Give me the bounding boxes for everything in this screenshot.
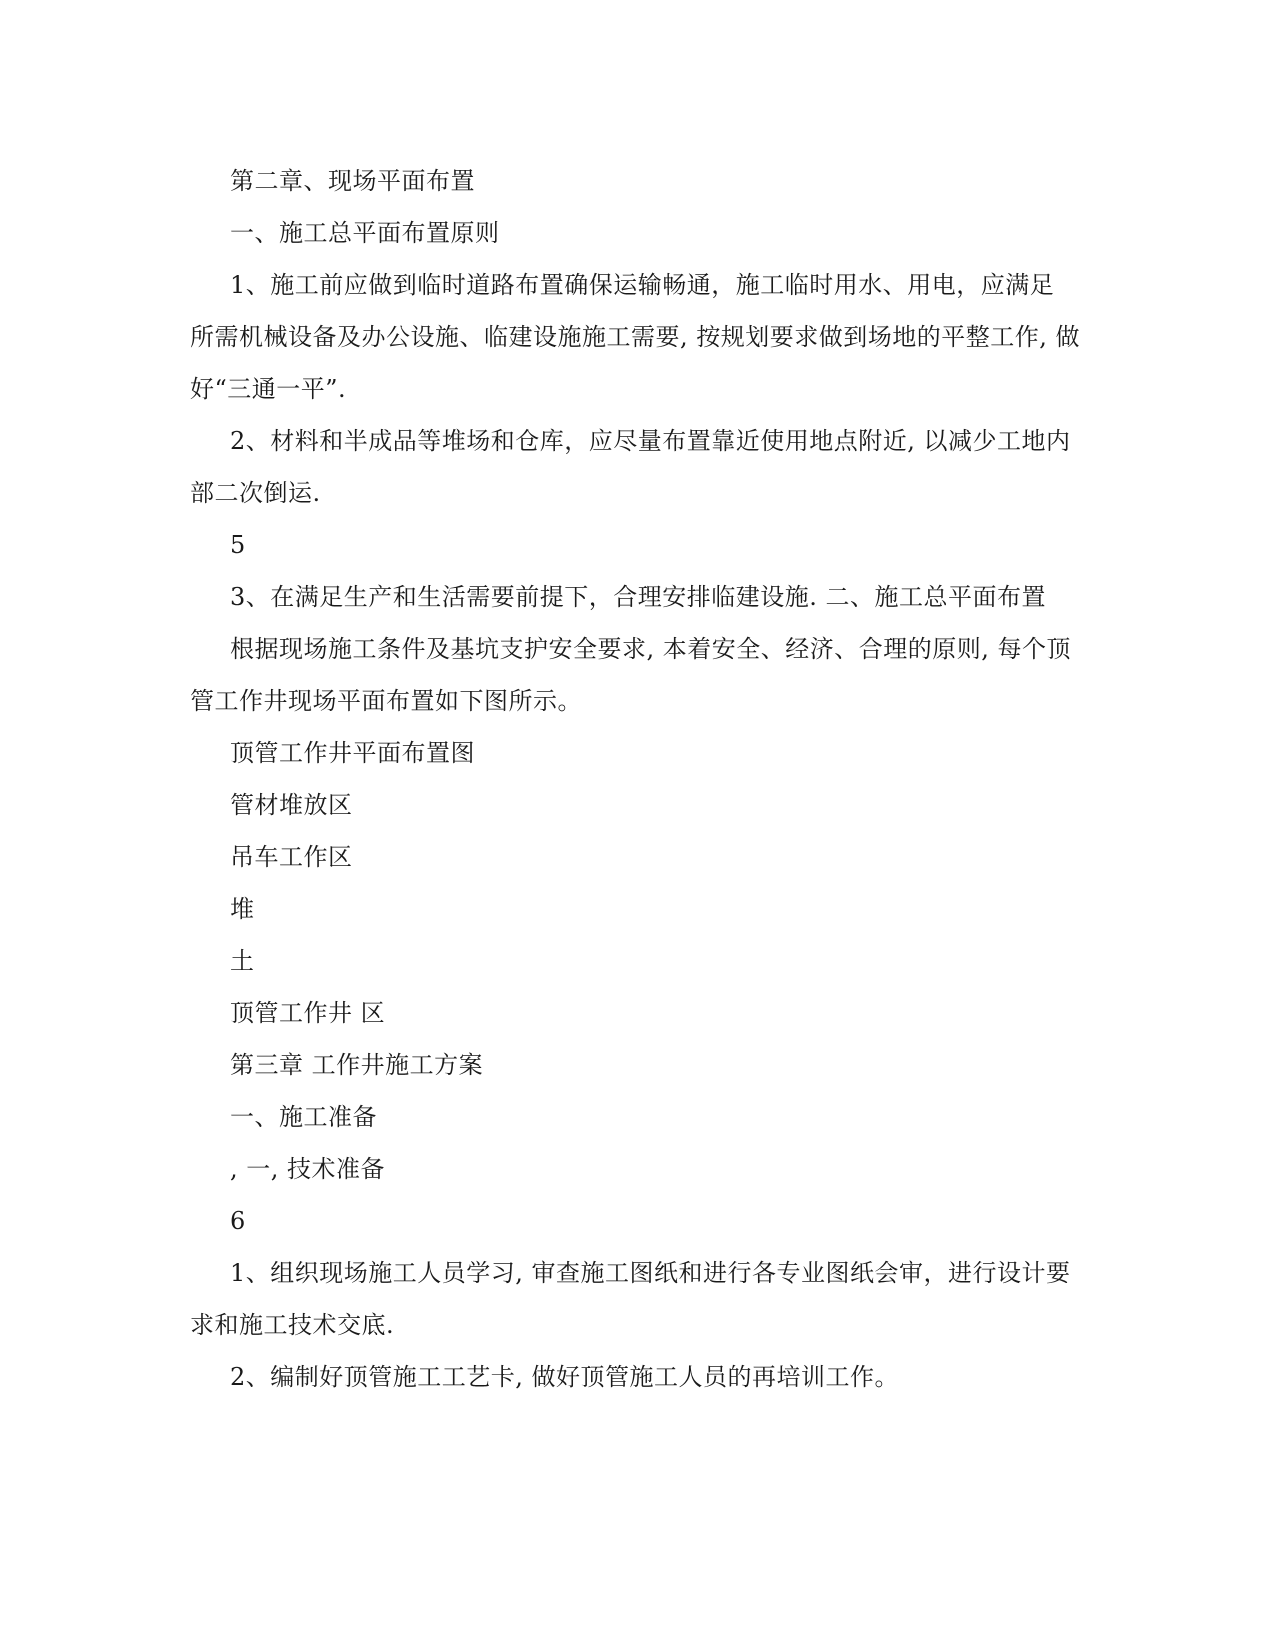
paragraph-line: 求和施工技术交底. xyxy=(190,1311,395,1339)
figure-label: 顶管工作井 区 xyxy=(230,999,386,1027)
section-heading-layout-principles: 一、施工总平面布置原则 xyxy=(230,219,500,247)
page-number: 5 xyxy=(230,531,246,559)
paragraph-line: 好“三通一平”. xyxy=(190,375,347,403)
figure-title: 顶管工作井平面布置图 xyxy=(230,739,475,767)
paragraph-line: 1、组织现场施工人员学习, 审查施工图纸和进行各专业图纸会审，进行设计要 xyxy=(230,1259,1071,1287)
paragraph-line: 部二次倒运. xyxy=(190,479,321,507)
figure-label: 吊车工作区 xyxy=(230,843,353,871)
subsection-heading: , 一, 技术准备 xyxy=(230,1155,386,1183)
chapter-2-heading: 第二章、现场平面布置 xyxy=(230,167,475,195)
paragraph-line: 1、施工前应做到临时道路布置确保运输畅通，施工临时用水、用电，应满足 xyxy=(230,271,1055,299)
paragraph-line: 2、材料和半成品等堆场和仓库，应尽量布置靠近使用地点附近, 以减少工地内 xyxy=(230,427,1071,455)
page-number: 6 xyxy=(230,1207,246,1235)
section-heading-preparation: 一、施工准备 xyxy=(230,1103,377,1131)
paragraph-line: 所需机械设备及办公设施、临建设施施工需要, 按规划要求做到场地的平整工作, 做 xyxy=(190,323,1081,351)
paragraph-line: 根据现场施工条件及基坑支护安全要求, 本着安全、经济、合理的原则, 每个顶 xyxy=(230,635,1072,663)
paragraph-line: 3、在满足生产和生活需要前提下，合理安排临建设施. 二、施工总平面布置 xyxy=(230,583,1047,611)
figure-label: 堆 xyxy=(230,895,255,923)
figure-label: 土 xyxy=(230,947,255,975)
figure-label: 管材堆放区 xyxy=(230,791,353,819)
paragraph-line: 2、编制好顶管施工工艺卡, 做好顶管施工人员的再培训工作。 xyxy=(230,1363,900,1391)
chapter-3-heading: 第三章 工作井施工方案 xyxy=(230,1051,484,1079)
paragraph-line: 管工作井现场平面布置如下图所示。 xyxy=(190,687,582,715)
